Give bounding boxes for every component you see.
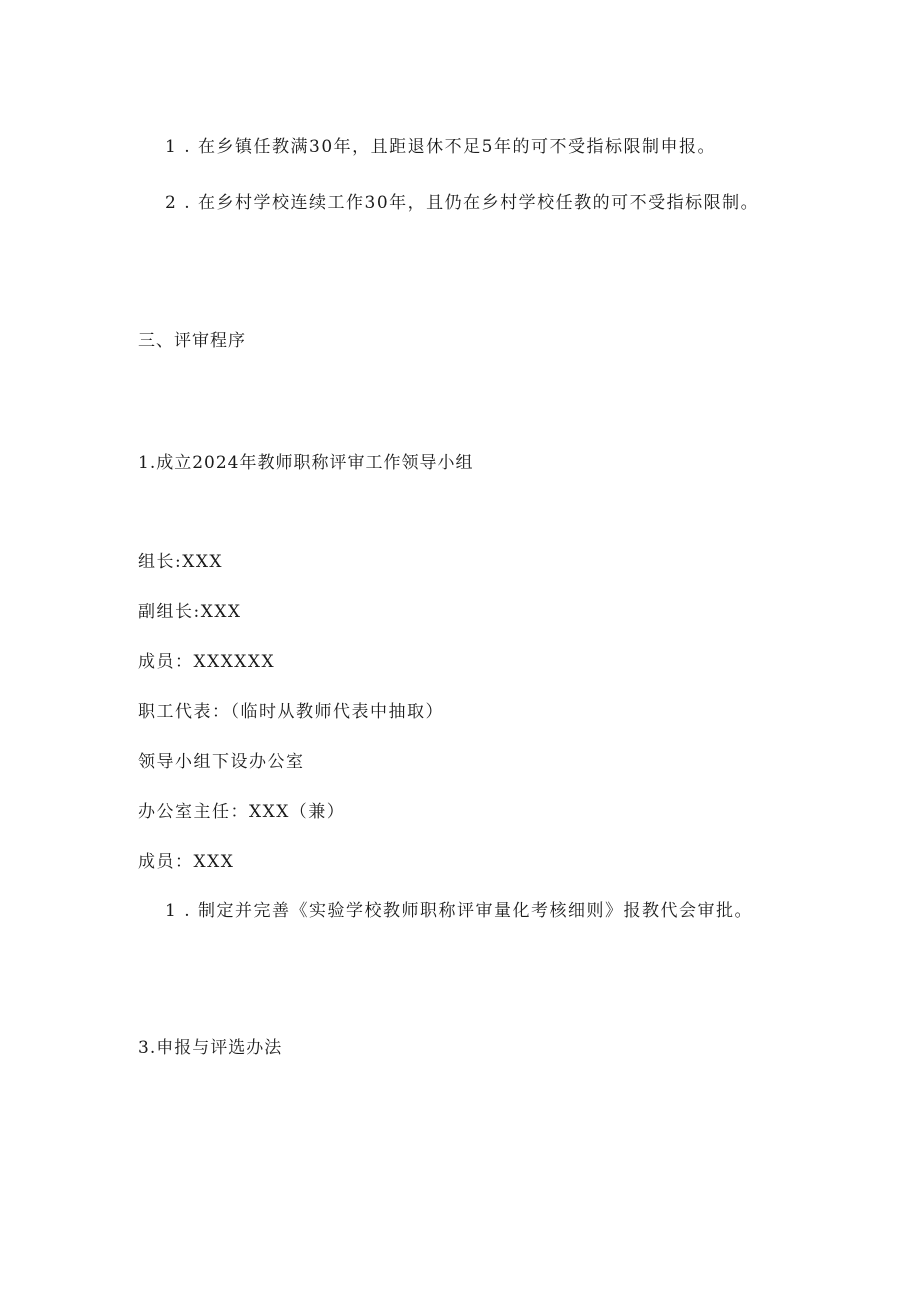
subheading-application-method: 3.申报与评选办法 [138, 1038, 283, 1058]
staff-representative-line: 职工代表：（临时从教师代表中抽取） [138, 702, 444, 722]
section-heading-review-procedure: 三、评审程序 [138, 331, 246, 351]
members-line: 成员：XXXXXX [138, 652, 276, 672]
list-item-no-limit-township: 1 . 在乡镇任教满30年，且距退休不足5年的可不受指标限制申报。 [165, 137, 716, 157]
list-item-formulate-rules: 1 . 制定并完善《实验学校教师职称评审量化考核细则》报教代会审批。 [165, 901, 754, 921]
office-setup-line: 领导小组下设办公室 [138, 752, 305, 772]
office-director-line: 办公室主任：XXX（兼） [138, 802, 346, 822]
list-item-no-limit-rural: 2 . 在乡村学校连续工作30年，且仍在乡村学校任教的可不受指标限制。 [165, 193, 760, 213]
deputy-leader-line: 副组长:XXX [138, 602, 242, 622]
group-leader-line: 组长:XXX [138, 552, 224, 572]
office-members-line: 成员：XXX [138, 852, 235, 872]
subheading-leading-group: 1.成立2024年教师职称评审工作领导小组 [138, 453, 474, 473]
